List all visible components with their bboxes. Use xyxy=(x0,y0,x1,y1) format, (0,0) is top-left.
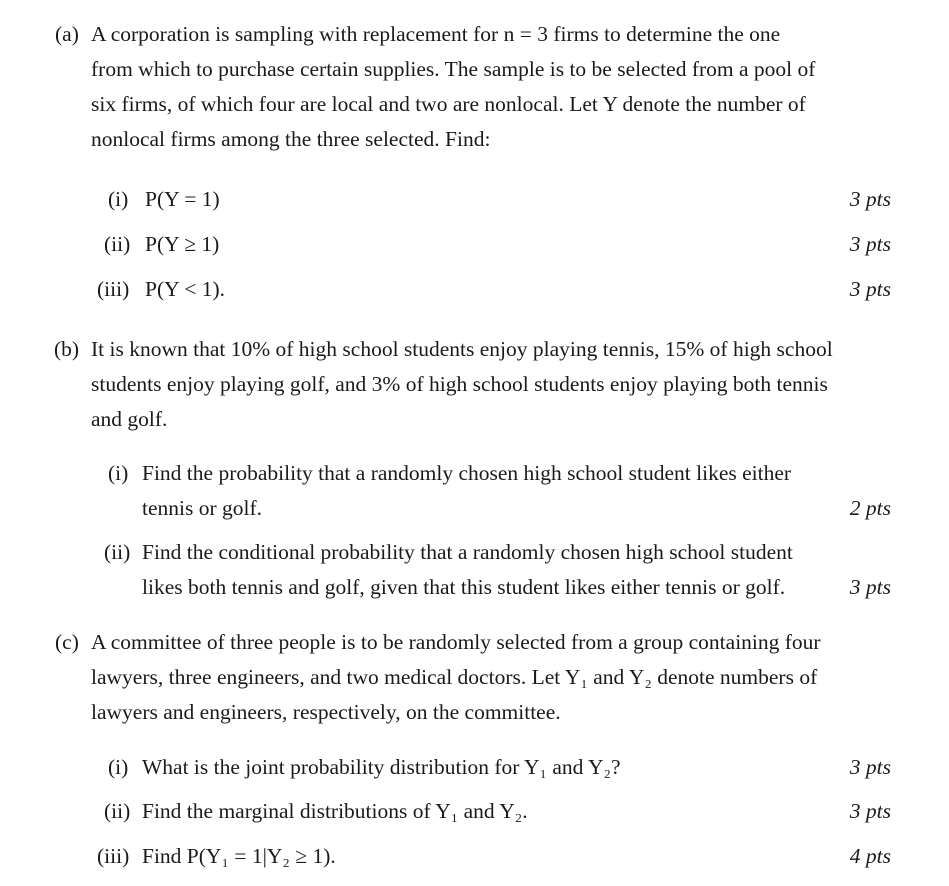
part-b-label: (b) xyxy=(54,337,80,361)
part-a-label: (a) xyxy=(55,22,79,46)
part-c-item-ii-text: Find the marginal distributions of Y₁ and Y₂. xyxy=(142,799,528,823)
part-a-item-i-text: P(Y = 1) xyxy=(145,187,220,211)
part-c-item-i-text: What is the joint probability distribution for Y₁ and Y₂? xyxy=(142,755,621,779)
part-b-item-i-label: (i) xyxy=(108,461,129,485)
part-a-line-3: six firms, of which four are local and two are nonlocal. Let Y denote the number of xyxy=(91,92,806,116)
part-c-item-i-label: (i) xyxy=(108,755,129,779)
part-c-item-i-points: 3 pts xyxy=(849,755,891,779)
part-b-item-ii-line-1: Find the conditional probability that a randomly chosen high school student xyxy=(142,540,793,564)
part-b-item-i-points: 2 pts xyxy=(849,496,891,520)
part-b-item-ii-line-2: likes both tennis and golf, given that this student likes either tennis or golf. xyxy=(142,575,786,599)
part-b-line-1: It is known that 10% of high school students enjoy playing tennis, 15% of high school xyxy=(91,337,833,361)
part-a-item-iii-label: (iii) xyxy=(97,277,130,301)
part-b-item-i-line-2: tennis or golf. xyxy=(142,496,263,520)
part-c-line-3: lawyers and engineers, respectively, on the committee. xyxy=(91,700,561,724)
part-a-item-ii-text: P(Y ≥ 1) xyxy=(145,232,220,256)
part-c-line-1: A committee of three people is to be randomly selected from a group containing four xyxy=(91,630,821,654)
part-a-line-2: from which to purchase certain supplies. The sample is to be selected from a pool of xyxy=(91,57,816,81)
part-a-item-i-label: (i) xyxy=(108,187,129,211)
part-a-line-4: nonlocal firms among the three selected. Find: xyxy=(91,127,491,151)
part-b-item-i-line-1: Find the probability that a randomly chosen high school student likes either xyxy=(142,461,792,485)
part-a-item-ii-label: (ii) xyxy=(104,232,131,256)
part-c-line-2: lawyers, three engineers, and two medical doctors. Let Y₁ and Y₂ denote numbers of xyxy=(91,665,818,689)
part-a-item-iii-points: 3 pts xyxy=(849,277,891,301)
part-c-item-iii-text: Find P(Y₁ = 1|Y₂ ≥ 1). xyxy=(142,844,336,868)
part-c-item-iii-points: 4 pts xyxy=(849,844,891,868)
part-a-item-i-points: 3 pts xyxy=(849,187,891,211)
part-c-item-iii-label: (iii) xyxy=(97,844,130,868)
part-c-label: (c) xyxy=(55,630,79,654)
part-a-item-iii-text: P(Y < 1). xyxy=(145,277,226,301)
part-c-item-ii-label: (ii) xyxy=(104,799,131,823)
part-b-item-ii-points: 3 pts xyxy=(849,575,891,599)
part-a-line-1: A corporation is sampling with replacement for n = 3 firms to determine the one xyxy=(91,22,781,46)
part-c-item-ii-points: 3 pts xyxy=(849,799,891,823)
part-b-line-3: and golf. xyxy=(91,407,168,431)
part-a-item-ii-points: 3 pts xyxy=(849,232,891,256)
part-b-item-ii-label: (ii) xyxy=(104,540,131,564)
part-b-line-2: students enjoy playing golf, and 3% of high school students enjoy playing both tennis xyxy=(91,372,828,396)
